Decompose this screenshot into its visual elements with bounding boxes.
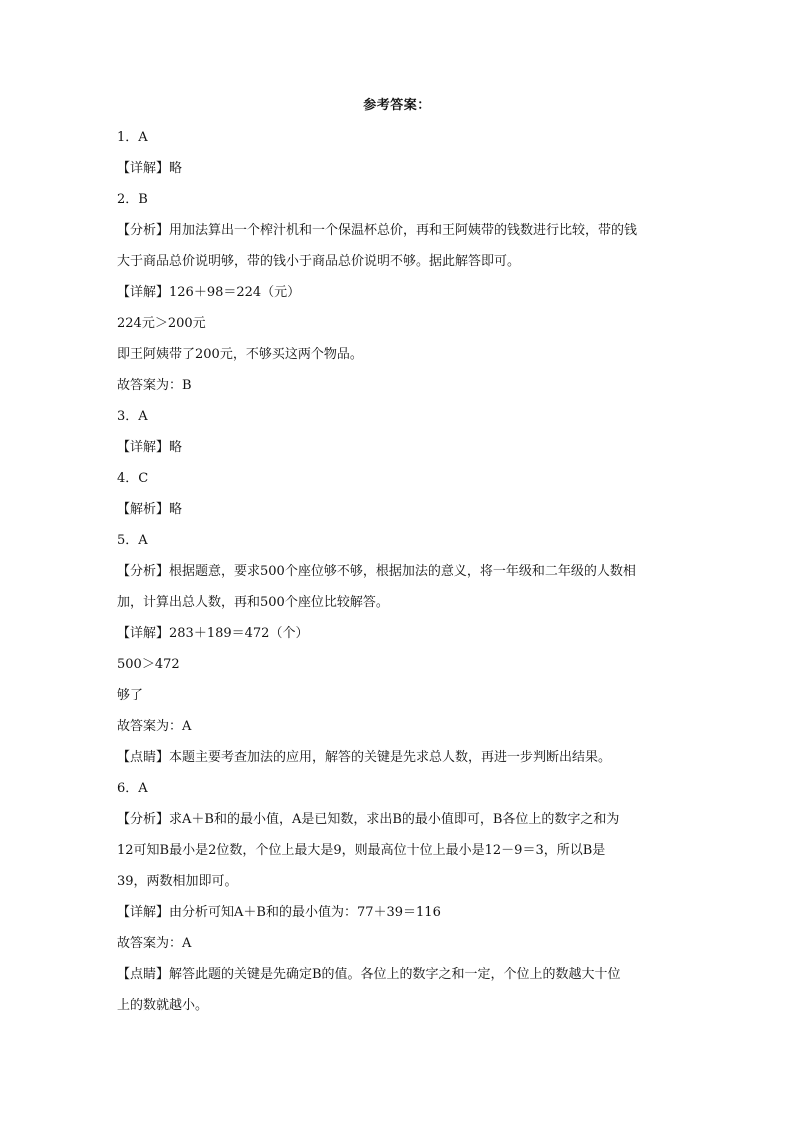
answer-line-14: 5．A xyxy=(117,533,148,548)
answer-line-13: 【解析】略 xyxy=(117,502,183,517)
answer-line-16: 加，计算出总人数，再和500个座位比较解答。 xyxy=(117,595,389,610)
answer-line-10: 3．A xyxy=(117,409,148,424)
page-title: 参考答案： xyxy=(363,98,431,113)
answer-line-18: 500＞472 xyxy=(117,657,180,672)
answer-line-24: 12可知B最小是2位数，个位上最大是9，则最高位十位上最小是12－9＝3，所以B是 xyxy=(117,843,606,858)
answer-line-26: 【详解】由分析可知A＋B和的最小值为：77＋39＝116 xyxy=(117,905,441,920)
answer-line-3: 2．B xyxy=(117,192,148,207)
answer-line-22: 6．A xyxy=(117,781,148,796)
answer-line-20: 故答案为：A xyxy=(117,719,192,734)
answer-line-2: 【详解】略 xyxy=(117,161,183,176)
answer-line-23: 【分析】求A＋B和的最小值，A是已知数，求出B的最小值即可，B各位上的数字之和为 xyxy=(117,812,620,827)
answer-line-4: 【分析】用加法算出一个榨汁机和一个保温杯总价，再和王阿姨带的钱数进行比较，带的钱 xyxy=(117,223,638,238)
answer-line-28: 【点睛】解答此题的关键是先确定B的值。各位上的数字之和一定，个位上的数越大十位 xyxy=(117,967,621,982)
answer-body xyxy=(117,122,677,1021)
answer-line-9: 故答案为：B xyxy=(117,378,192,393)
answer-line-29: 上的数就越小。 xyxy=(117,998,209,1013)
answer-line-17: 【详解】283＋189＝472（个） xyxy=(117,626,309,641)
answer-line-19: 够了 xyxy=(117,688,144,703)
answer-line-21: 【点睛】本题主要考查加法的应用，解答的关键是先求总人数，再进一步判断出结果。 xyxy=(117,750,612,765)
answer-line-15: 【分析】根据题意，要求500个座位够不够，根据加法的意义，将一年级和二年级的人数相 xyxy=(117,564,636,579)
answer-line-12: 4．C xyxy=(117,471,149,486)
answer-line-8: 即王阿姨带了200元，不够买这两个物品。 xyxy=(117,347,363,362)
answer-line-11: 【详解】略 xyxy=(117,440,183,455)
answer-line-6: 【详解】126＋98＝224（元） xyxy=(117,285,301,300)
answer-line-1: 1．A xyxy=(117,130,148,145)
answer-line-25: 39，两数相加即可。 xyxy=(117,874,238,889)
answer-line-5: 大于商品总价说明够，带的钱小于商品总价说明不够。据此解答即可。 xyxy=(117,254,521,269)
answer-line-27: 故答案为：A xyxy=(117,936,192,951)
answer-line-7: 224元＞200元 xyxy=(117,316,206,331)
